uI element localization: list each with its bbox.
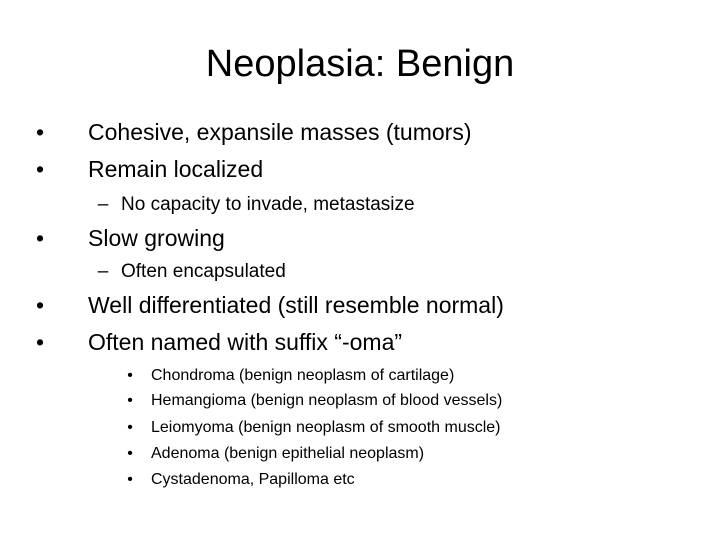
bullet-text: Cohesive, expansile masses (tumors) xyxy=(88,119,472,145)
bullet-marker: • xyxy=(35,156,45,182)
bullet-text: Remain localized xyxy=(88,156,264,182)
bullet-marker: • xyxy=(35,292,45,318)
bullet-marker: • xyxy=(127,471,133,488)
bullet-marker: • xyxy=(127,392,133,409)
bullet-text: Well differentiated (still resemble normal) xyxy=(88,292,504,318)
bullet-marker: • xyxy=(35,225,45,251)
bullet-text: Slow growing xyxy=(88,225,225,251)
sub-sub-bullet-text: Cystadenoma, Papilloma etc xyxy=(151,471,355,488)
bullet-marker: • xyxy=(127,367,133,384)
sub-bullet-text: Often encapsulated xyxy=(121,261,286,282)
bullet-marker: • xyxy=(127,445,133,462)
dash-marker: – xyxy=(97,261,109,282)
slide-title: Neoplasia: Benign xyxy=(205,43,515,85)
sub-bullet-text: No capacity to invade, metastasize xyxy=(121,194,415,215)
bullet-marker: • xyxy=(127,419,133,436)
sub-sub-bullet-text: Chondroma (benign neoplasm of cartilage) xyxy=(151,367,455,384)
sub-sub-bullet-text: Adenoma (benign epithelial neoplasm) xyxy=(151,445,425,462)
bullet-marker: • xyxy=(35,329,45,355)
sub-sub-bullet-text: Leiomyoma (benign neoplasm of smooth muscle) xyxy=(151,419,501,436)
dash-marker: – xyxy=(97,194,109,215)
bullet-text: Often named with suffix “-oma” xyxy=(88,329,403,355)
sub-sub-bullet-text: Hemangioma (benign neoplasm of blood vessels) xyxy=(151,392,503,409)
bullet-marker: • xyxy=(35,119,45,145)
